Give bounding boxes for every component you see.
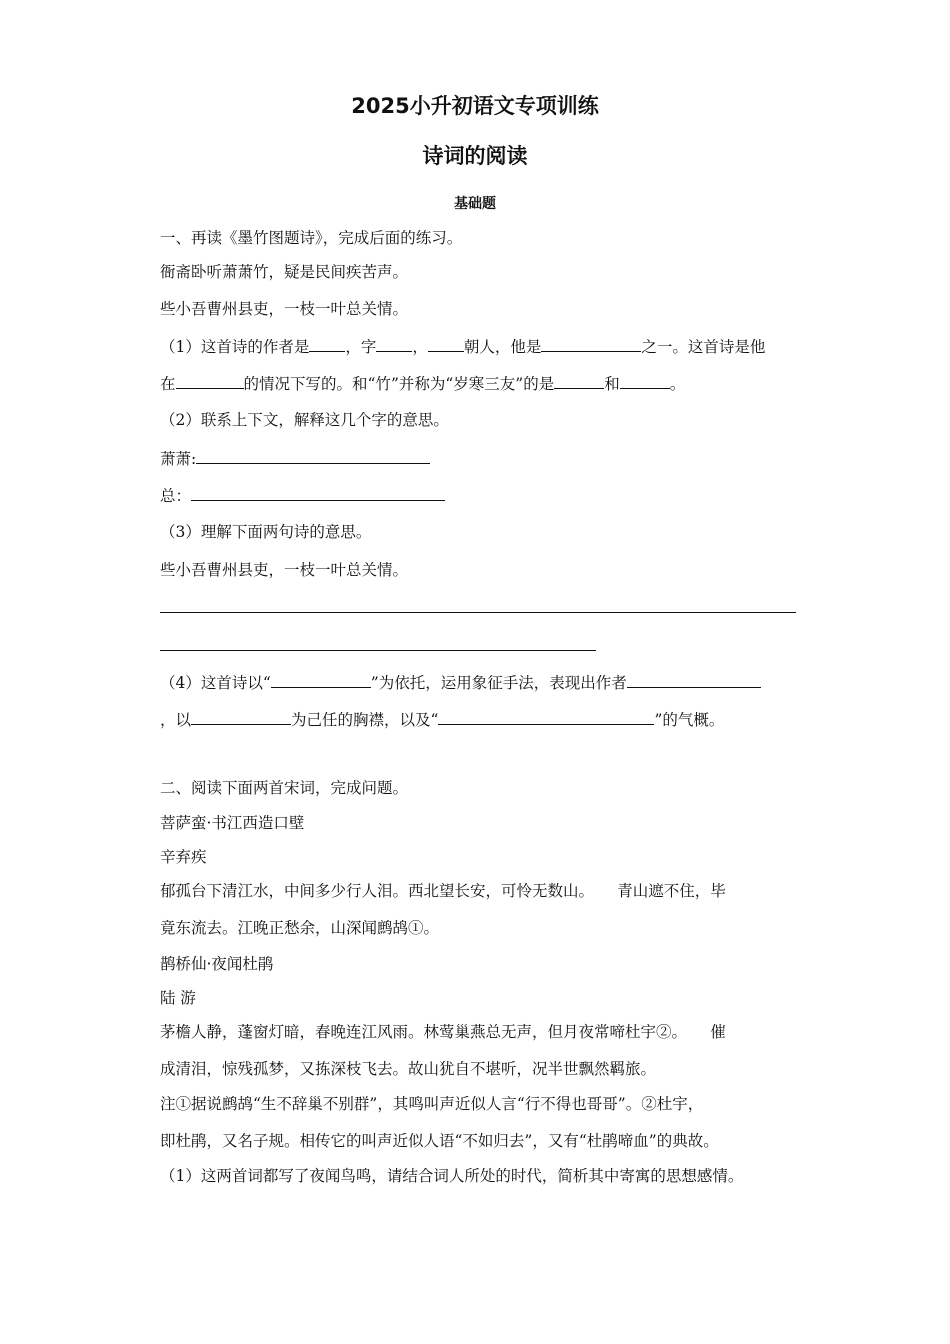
q2-poem2-author: 陆 游 (160, 989, 196, 1007)
q2-note-line1: 注①据说鹧鸪“生不辞巢不别群”，其鸣叫声近似人言“行不得也哥哥”。②杜宇， (160, 1095, 704, 1113)
q1-part3-poem: 些小吾曹州县吏，一枝一叶总关情。 (160, 561, 409, 579)
blank-spirit[interactable] (438, 709, 654, 725)
q1-part2: （2）联系上下文，解释这几个字的意思。 (160, 411, 449, 429)
blank-group[interactable] (541, 336, 641, 352)
q1-part4-line1: （4）这首诗以“ ”为依托，运用象征手法，表现出作者 (160, 672, 761, 693)
q1-part4-line2: ，以 为己任的胸襟，以及“ ”的气概。 (160, 711, 725, 729)
q1-zong-row: 总： (160, 485, 445, 506)
q1-poem-line-1: 衙斋卧听萧萧竹，疑是民间疾苦声。 (160, 263, 409, 281)
q2-poem1-line1: 郁孤台下清江水，中间多少行人泪。西北望长安，可怜无数山。 青山遮不住，毕 (160, 882, 726, 900)
blank-courtesy-name[interactable] (376, 336, 412, 352)
q1-part1-line1: （1）这首诗的作者是 ，字 ， 朝人，他是 之一。这首诗是他 (160, 338, 766, 356)
answer-line-2[interactable] (160, 650, 596, 651)
q2-poem1-title: 菩萨蛮·书江西造口壁 (160, 814, 305, 832)
answer-line-1[interactable] (160, 612, 796, 613)
blank-symbol[interactable] (271, 672, 371, 688)
blank-feeling[interactable] (627, 672, 761, 688)
q2-poem1-line2: 竟东流去。江晚正愁余，山深闻鹧鸪①。 (160, 919, 440, 937)
section-heading: 基础题 (454, 196, 496, 212)
page-title: 2025小升初语文专项训练 (351, 94, 599, 118)
blank-friend-1[interactable] (554, 373, 604, 389)
q2-note-line2: 即杜鹃，又名子规。相传它的叫声近似人语“不如归去”，又有“杜鹃啼血”的典故。 (160, 1132, 719, 1150)
q1-part1-line2: 在 的情况下写的。和“竹”并称为“岁寒三友”的是 和 。 (160, 375, 686, 393)
blank-zong[interactable] (191, 485, 445, 501)
q2-poem2-title: 鹊桥仙·夜闻杜鹃 (160, 955, 274, 973)
blank-author[interactable] (309, 336, 345, 352)
q2-poem2-line1: 茅檐人静，蓬窗灯暗，春晚连江风雨。林莺巢燕总无声，但月夜常啼杜宇②。 催 (160, 1023, 726, 1041)
blank-responsibility[interactable] (191, 709, 291, 725)
blank-situation[interactable] (176, 373, 244, 389)
blank-xiaoxiao[interactable] (196, 448, 430, 464)
q2-poem2-line2: 成清泪，惊残孤梦，又拣深枝飞去。故山犹自不堪听，况半世飘然羁旅。 (160, 1060, 657, 1078)
q2-poem1-author: 辛弃疾 (160, 848, 207, 866)
q2-part1: （1）这两首词都写了夜闻鸟鸣，请结合词人所处的时代，简析其中寄寓的思想感情。 (160, 1167, 744, 1185)
q1-poem-line-2: 些小吾曹州县吏，一枝一叶总关情。 (160, 300, 409, 318)
blank-friend-2[interactable] (620, 373, 670, 389)
q1-xiaoxiao-row: 萧萧: (160, 448, 430, 469)
blank-dynasty[interactable] (428, 336, 464, 352)
q1-heading: 一、再读《墨竹图题诗》，完成后面的练习。 (160, 229, 463, 247)
q1-part3: （3）理解下面两句诗的意思。 (160, 523, 372, 541)
page-subtitle: 诗词的阅读 (422, 144, 528, 168)
q2-heading: 二、阅读下面两首宋词，完成问题。 (160, 779, 409, 797)
